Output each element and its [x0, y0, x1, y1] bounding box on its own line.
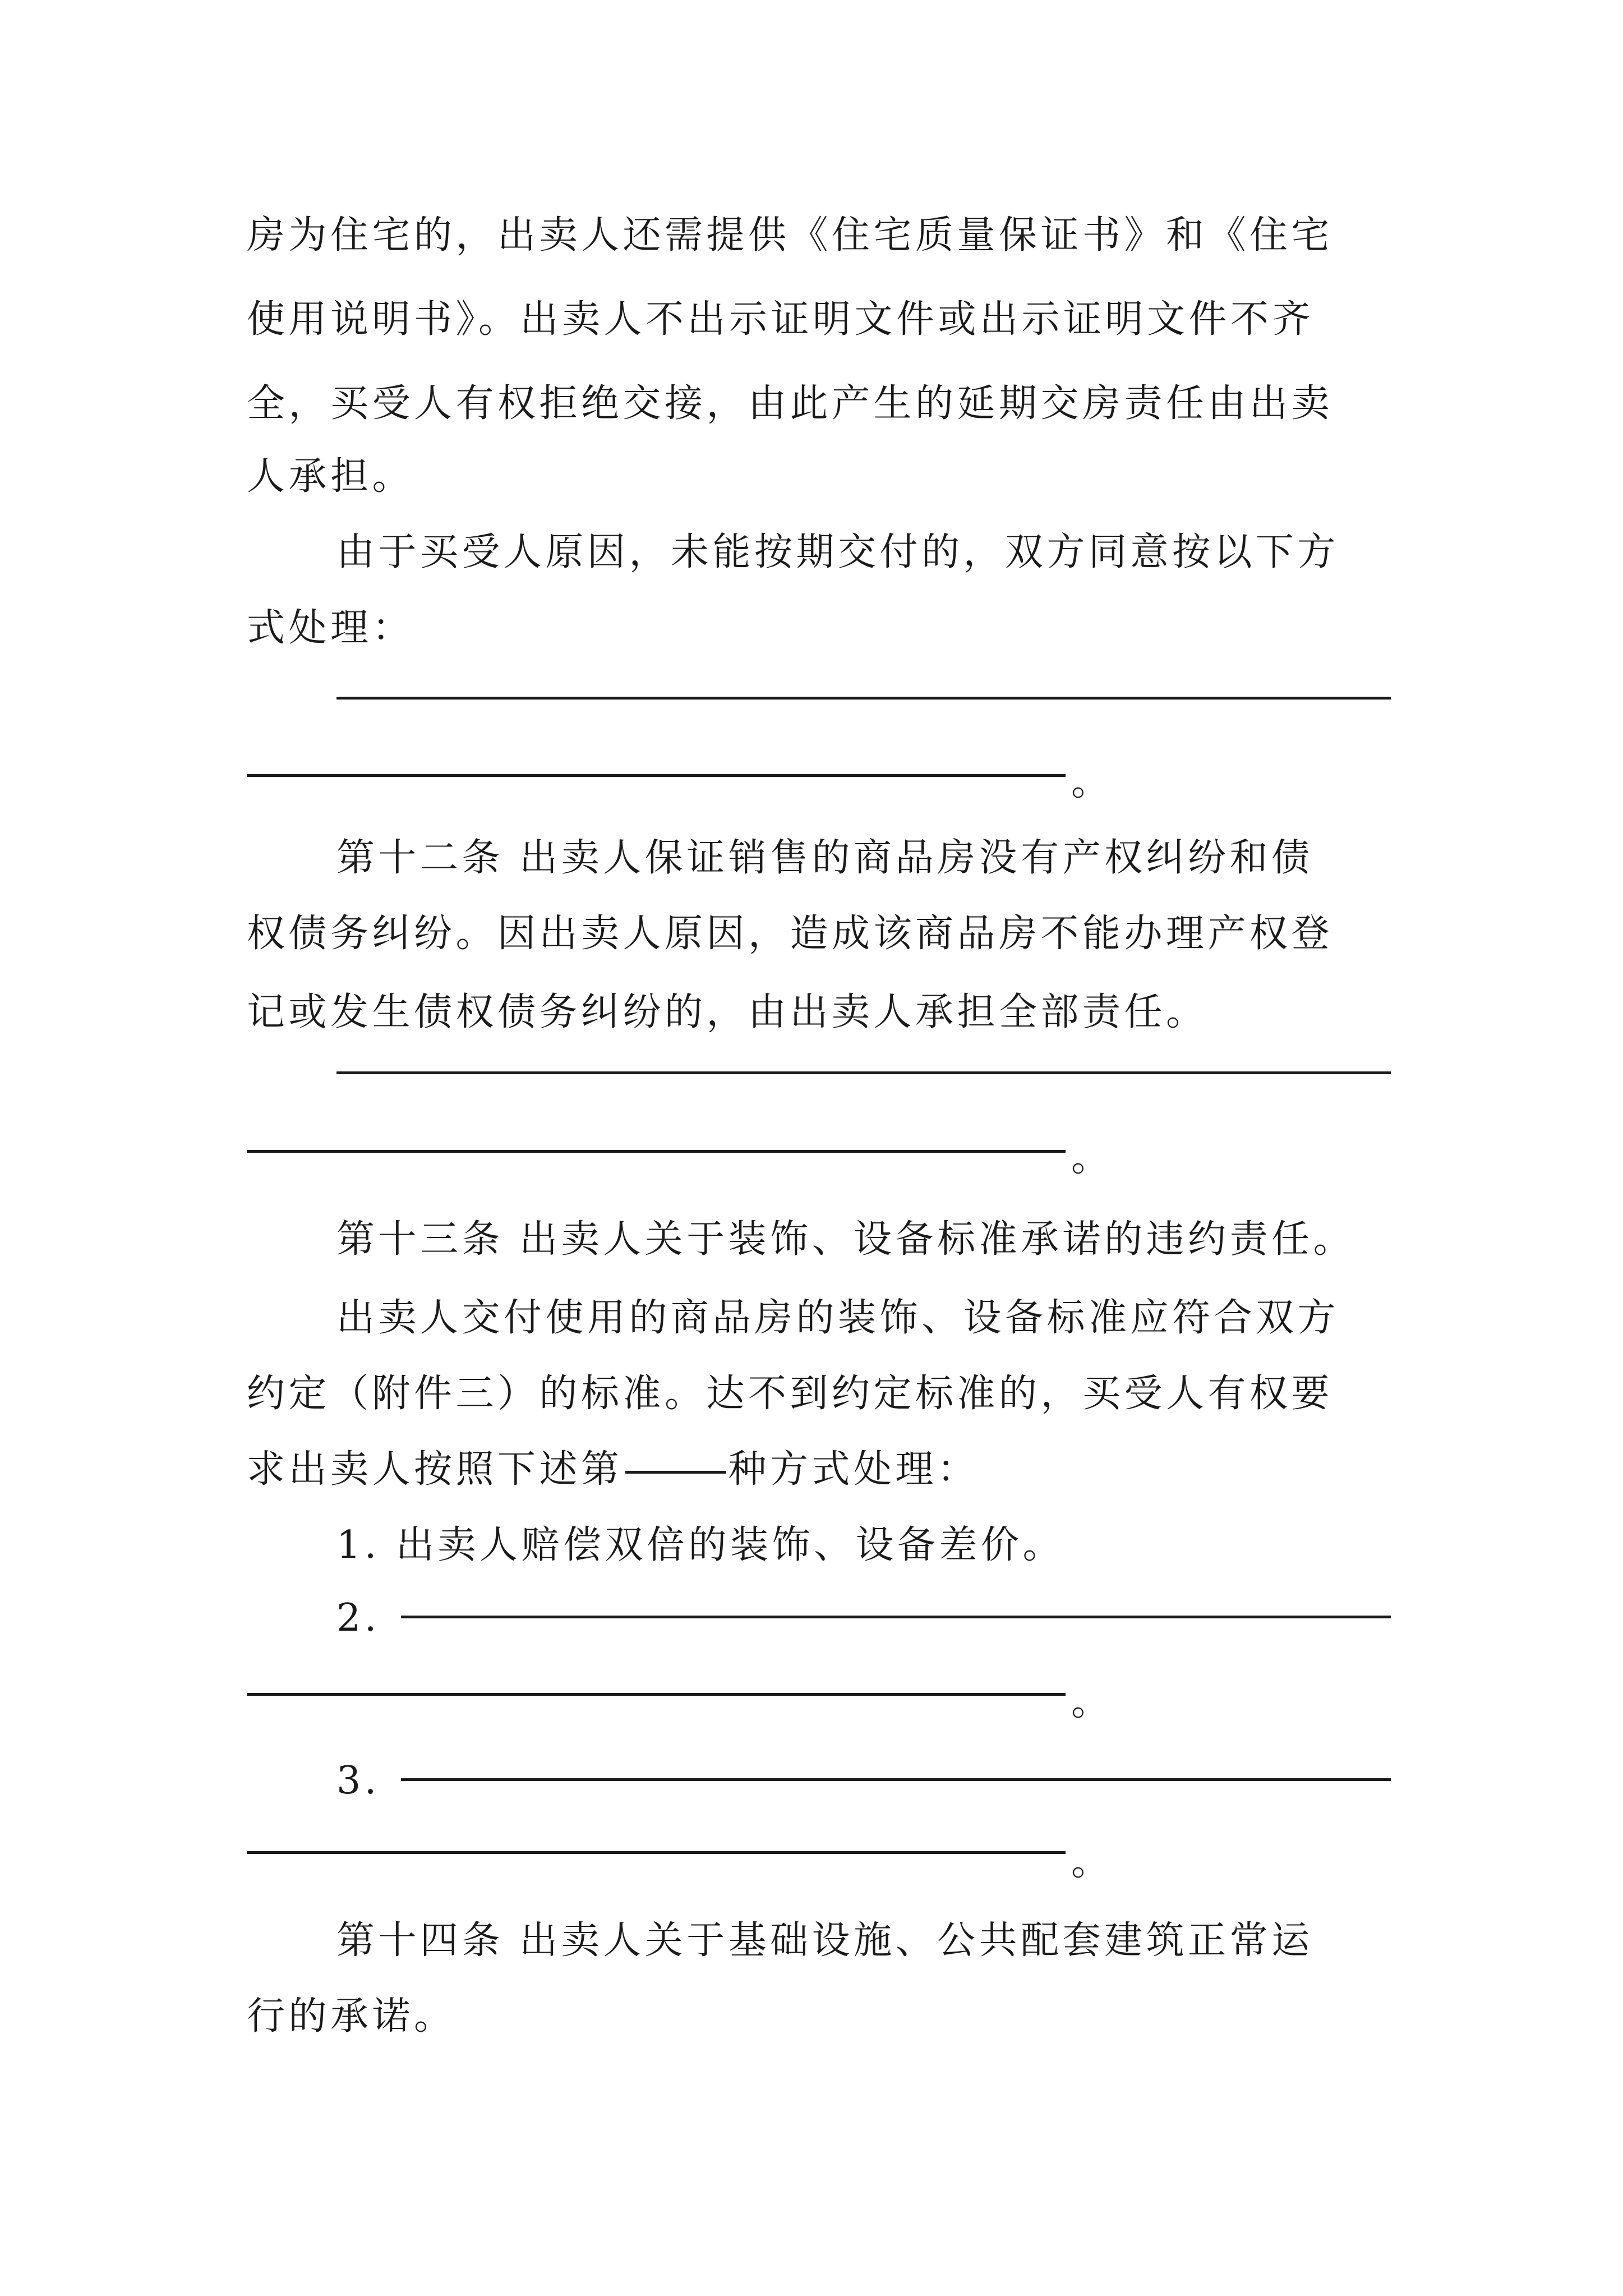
fill-in-blank-line	[247, 1851, 1066, 1854]
fill-in-blank-line	[247, 774, 1066, 777]
paragraph-line: 式处理：	[247, 606, 414, 650]
paragraph-line: 记或发生债权债务纠纷的，由出卖人承担全部责任。	[247, 990, 1208, 1034]
period-mark: 。	[1071, 1136, 1110, 1180]
article-14-heading: 第十四条 出卖人关于基础设施、公共配套建筑正常运	[336, 1918, 1313, 1963]
fill-in-blank-line	[247, 1150, 1066, 1153]
fill-in-blank-line	[401, 1778, 1391, 1781]
article-12-heading: 第十二条 出卖人保证销售的商品房没有产权纠纷和债	[336, 836, 1313, 880]
period-mark: 。	[1071, 1680, 1110, 1724]
list-item-1: 1. 出卖人赔偿双倍的装饰、设备差价。	[336, 1523, 1064, 1567]
paragraph-line: 使用说明书》。出卖人不出示证明文件或出示证明文件不齐	[247, 297, 1315, 342]
fill-in-blank-line	[336, 697, 1391, 700]
list-item-2-number: 2.	[336, 1596, 380, 1640]
fill-in-blank-line	[247, 1693, 1066, 1696]
fill-in-blank-line	[336, 1071, 1391, 1074]
list-item-3-number: 3.	[336, 1759, 380, 1803]
paragraph-line: 人承担。	[247, 454, 414, 499]
inline-fill-in-blank	[625, 1471, 726, 1474]
paragraph-line: 由于买受人原因，未能按期交付的，双方同意按以下方	[336, 530, 1340, 574]
paragraph-line: 权债务纠纷。因出卖人原因，造成该商品房不能办理产权登	[247, 912, 1334, 956]
article-13-heading: 第十三条 出卖人关于装饰、设备标准承诺的违约责任。	[336, 1217, 1355, 1262]
period-mark: 。	[1071, 760, 1110, 804]
paragraph-text: 种方式处理：	[728, 1447, 979, 1492]
paragraph-line: 行的承诺。	[247, 1994, 456, 2039]
paragraph-line: 全，买受人有权拒绝交接，由此产生的延期交房责任由出卖	[247, 381, 1334, 426]
paragraph-line: 出卖人交付使用的商品房的装饰、设备标准应符合双方	[336, 1296, 1340, 1340]
paragraph-line: 约定（附件三）的标准。达不到约定标准的，买受人有权要	[247, 1372, 1334, 1416]
paragraph-line: 房为住宅的，出卖人还需提供《住宅质量保证书》和《住宅	[247, 213, 1334, 257]
paragraph-text: 求出卖人按照下述第	[247, 1447, 623, 1492]
fill-in-blank-line	[401, 1616, 1391, 1618]
period-mark: 。	[1071, 1840, 1110, 1884]
paragraph-line	[247, 1442, 1391, 1498]
